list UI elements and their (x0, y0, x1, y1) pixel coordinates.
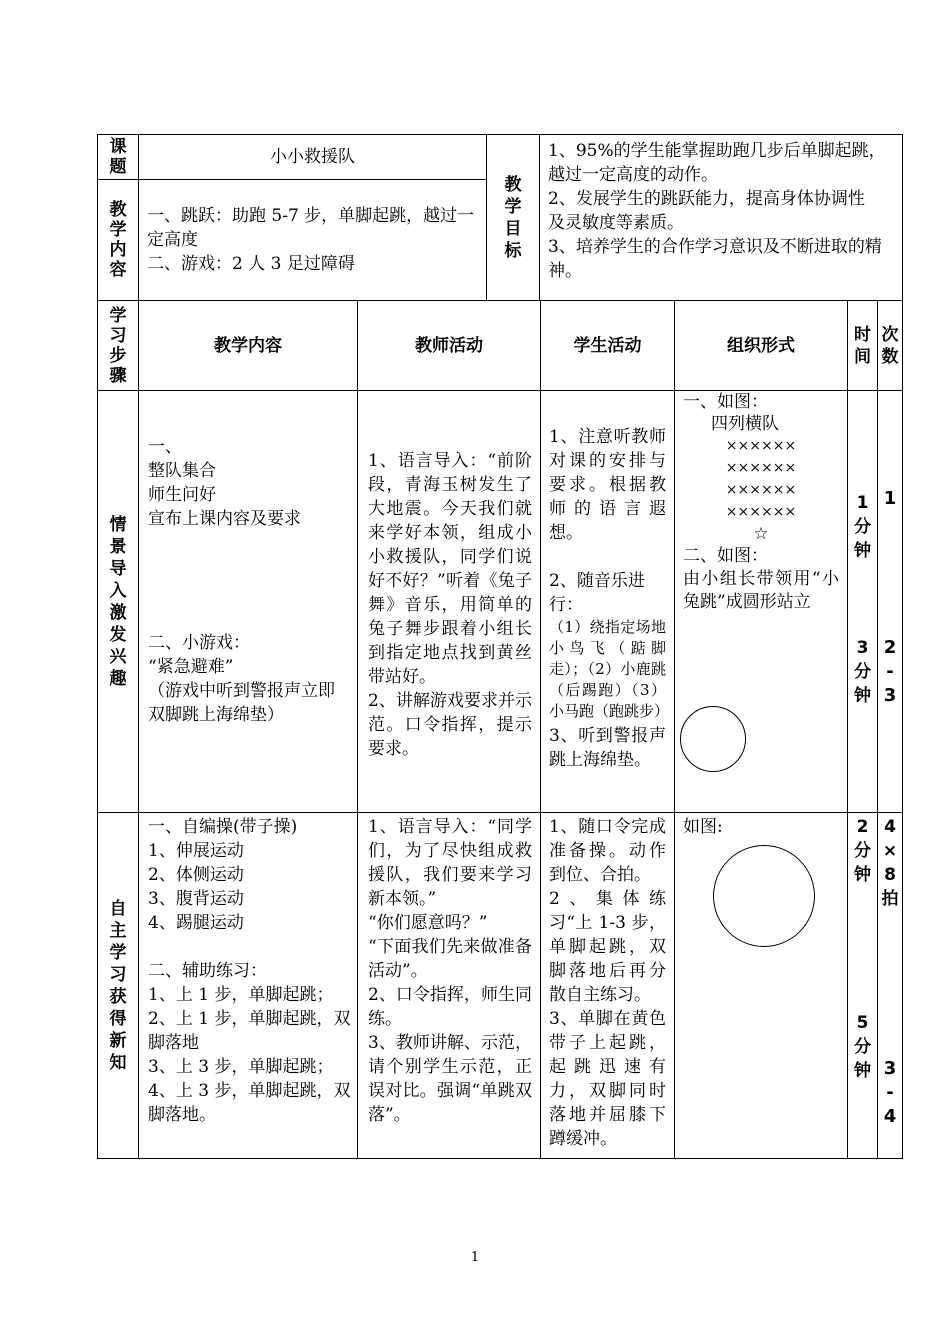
section1-student-3: 3、听到警报声跳上海绵垫。 (549, 726, 666, 770)
student-header: 学生活动 (541, 301, 675, 391)
formation-row: ×××××× (725, 482, 797, 498)
section1-count (878, 391, 903, 813)
section1-student-2a: 2、随音乐进行： (549, 571, 645, 615)
formation-row: ×××××× (725, 438, 797, 454)
content-label: 教 学 内 容 (98, 180, 139, 301)
count-header: 次 数 (878, 301, 903, 391)
time-3: 2 分 钟 (854, 817, 871, 885)
lesson-steps-table (97, 300, 903, 1159)
section1-content-b: 二、小游戏： “紧急避难” （游戏中听到警报声立即双脚跳上海绵垫） (148, 633, 335, 725)
section1-student-1: 1、注意听教师对课的安排与要求。根据教师的语言遐想。 (549, 427, 666, 543)
count-3: 4 × 8 拍 (881, 817, 899, 909)
section2-org-label: 如图: (683, 817, 723, 837)
time-1: 1 分 钟 (854, 493, 871, 561)
formation-row: ×××××× (725, 504, 797, 520)
lesson-header-table (97, 134, 903, 301)
section1-time (848, 391, 878, 813)
section1-student-2b: （1）绕指定场地小鸟飞（踮脚走）；（2）小鹿跳（后踢跑）（3）小马跑（跑跳步） (549, 618, 670, 720)
circle-formation-icon (680, 706, 746, 772)
formation-title: 四列横队 (711, 414, 779, 434)
section2-count (878, 813, 903, 1159)
teacher-header: 教师活动 (358, 301, 541, 391)
content-header: 教学内容 (139, 301, 358, 391)
count-2: 2 - 3 (883, 637, 897, 706)
section1-org-1: 一、如图： (683, 392, 768, 412)
time-2: 3 分 钟 (854, 638, 871, 706)
formation-row: ×××××× (725, 460, 797, 476)
section2-time (848, 813, 878, 1159)
count-4: 3 - 4 (883, 1058, 897, 1127)
goal-label: 教 学 目 标 (487, 135, 540, 301)
keti-label: 课 题 (98, 135, 139, 180)
count-1: 1 (883, 488, 897, 509)
section1-label: 情 景 导 入 激 发 兴 趣 (98, 391, 139, 813)
formation (683, 413, 839, 545)
section2-student: 1、随口令完成准备操。动作到位、合拍。 2、集体练习“上 1-3 步，单脚起跳，双脚落地后再分散自主练习。 3、单脚在黄色带子上起跳，起跳迅速有力，双脚同时落地并屈膝下蹲缓冲。 (541, 813, 675, 1159)
section2-content: 一、自编操(带子操) 1、伸展运动 2、体侧运动 3、腹背运动 4、踢腿运动 二、辅助练习： 1、上 1 步，单脚起跳； 2、上 1 步，单脚起跳，双脚落地 3、上 3 步，单脚起跳； 4、上 3 步，单脚起跳，双脚落地。 (139, 813, 358, 1159)
section1-org-3: 二、如图： 由小组长带领用“小兔跳”成圆形站立 (683, 546, 839, 612)
org-header: 组织形式 (675, 301, 848, 391)
section1-teacher: 1、语言导入：“前阶段，青海玉树发生了大地震。今天我们就来学好本领，组成小小救援队，同学们说好不好？”听着《兔子舞》音乐，用简单的兔子舞步跟着小组长到指定地点找到黄丝带站好。 2、讲解游戏要求并示范。口令指挥，提示要求。 (358, 391, 541, 813)
section1-content-a: 一、 整队集合 师生问好 宣布上课内容及要求 (148, 437, 301, 529)
time-4: 5 分 钟 (854, 1013, 871, 1081)
section1-content (139, 391, 358, 813)
teacher-star-icon: ☆ (753, 524, 769, 544)
section1-student (541, 391, 675, 813)
section2-label: 自 主 学 习 获 得 新 知 (98, 813, 139, 1159)
steps-header: 学 习 步 骤 (98, 301, 139, 391)
lesson-title: 小小救援队 (139, 135, 487, 180)
content-text: 一、跳跃：助跑 5-7 步，单脚起跳，越过一定高度 二、游戏：2 人 3 足过障碍 (139, 180, 487, 301)
section1-org (675, 391, 848, 813)
section2-teacher: 1、语言导入：“同学们，为了尽快组成救援队，我们要来学习新本领。” “你们愿意吗？” “下面我们先来做准备活动”。 2、口令指挥，师生同练。 3、教师讲解、示范，请个别学生示范，正误对比。强调“单跳双落”。 (358, 813, 541, 1159)
circle-formation-icon (713, 845, 815, 947)
goal-text: 1、95%的学生能掌握助跑几步后单脚起跳，越过一定高度的动作。 2、发展学生的跳跃能力，提高身体协调性 及灵敏度等素质。 3、培养学生的合作学习意识及不断进取的精神。 (540, 135, 903, 301)
section2-org (675, 813, 848, 1159)
page-number: 1 (470, 1250, 480, 1265)
time-header: 时 间 (848, 301, 878, 391)
